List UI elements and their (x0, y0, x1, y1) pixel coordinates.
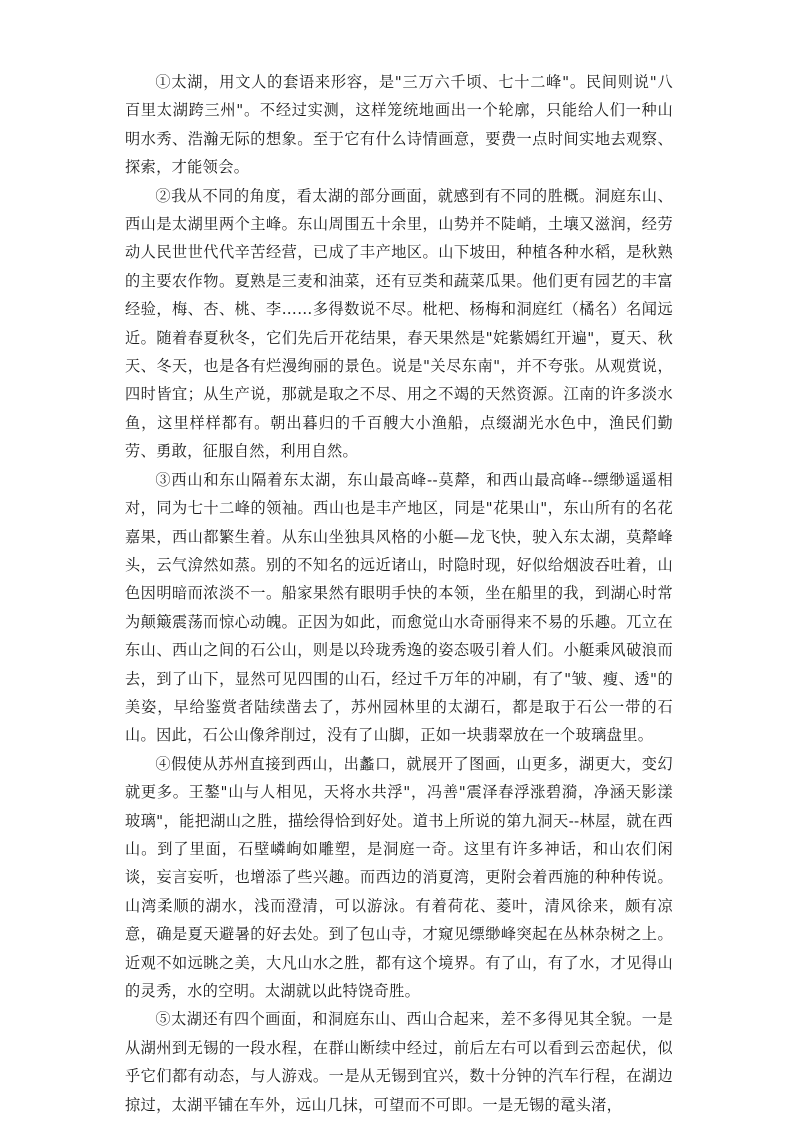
article-body (125, 68, 673, 1119)
paragraph-4: ④假使从苏州直接到西山，出蠡口，就展开了图画，山更多，湖更大，变幻就更多。王鏊"山与人相见，天将水共浮"，冯善"震泽春浮涨碧漪，净涵天影漾玻璃"，能把湖山之胜，描绘得恰到好处。道书上所说的第九洞天--林屋，就在西山。到了里面，石壁嶙峋如雕塑，是洞庭一奇。这里有许多神话，和山农们闲谈，妄言妄听，也增添了些兴趣。而西边的消夏湾，更附会着西施的种种传说。山湾柔顺的湖水，浅而澄清，可以游泳。有着荷花、菱叶，清风徐来，颇有凉意，确是夏天避暑的好去处。到了包山寺，才窥见缥缈峰突起在丛林杂树之上。近观不如远眺之美，大凡山水之胜，都有这个境界。有了山，有了水，才见得山的灵秀，水的空明。太湖就以此特饶奇胜。 (125, 754, 673, 1000)
paragraph-1: ①太湖，用文人的套语来形容，是"三万六千顷、七十二峰"。民间则说"八百里太湖跨三州"。不经过实测，这样笼统地画出一个轮廓，只能给人们一种山明水秀、浩瀚无际的想象。至于它有什么诗情画意，要费一点时间实地去观察、探索，才能领会。 (125, 73, 673, 177)
paragraph-5: ⑤太湖还有四个画面，和洞庭东山、西山合起来，差不多得见其全貌。一是从湖州到无锡的一段水程，在群山断续中经过，前后左右可以看到云峦起伏，似乎它们都有动态，与人游戏。一是从无锡到宜兴，数十分钟的汽车行程，在湖边掠过，太湖平铺在车外，远山几抹，可望而不可即。一是无锡的鼋头渚， (125, 1010, 673, 1114)
paragraph-2: ②我从不同的角度，看太湖的部分画面，就感到有不同的胜概。洞庭东山、西山是太湖里两个主峰。东山周围五十余里，山势并不陡峭，土壤又滋润，经劳动人民世世代代辛苦经营，已成了丰产地区。山下坡田，种植各种水稻，是秋熟的主要农作物。夏熟是三麦和油菜，还有豆类和蔬菜瓜果。他们更有园艺的丰富经验，梅、杏、桃、李……多得数说不尽。枇杷、杨梅和洞庭红（橘名）名闻远近。随着春夏秋冬，它们先后开花结果，春天果然是"姹紫嫣红开遍"，夏天、秋天、冬天，也是各有烂漫绚丽的景色。说是"关尽东南"，并不夸张。从观赏说，四时皆宜；从生产说，那就是取之不尽、用之不竭的天然资源。江南的许多淡水鱼，这里样样都有。朝出暮归的千百艘大小渔船，点缀湖光水色中，渔民们勤劳、勇敢，征服自然，利用自然。 (125, 186, 673, 461)
paragraph-3: ③西山和东山隔着东太湖，东山最高峰--莫犛，和西山最高峰--缥缈遥遥相对，同为七十二峰的领袖。西山也是丰产地区，同是"花果山"，东山所有的名花嘉果，西山都繁生着。从东山坐独具风格的小艇—龙飞快，驶入东太湖，莫犛峰头，云气渰然如蒸。别的不知名的远近诸山，时隐时现，好似给烟波吞吐着，山色因明暗而浓淡不一。船家果然有眼明手快的本领，坐在船里的我，到湖心时常为颠簸震荡而惊心动魄。正因为如此，而愈觉山水奇丽得来不易的乐趣。兀立在东山、西山之间的石公山，则是以玲珑秀逸的姿态吸引着人们。小艇乘风破浪而去，到了山下，显然可见四围的山石，经过千万年的冲刷，有了"皱、瘦、透"的美姿，早给鉴赏者陆续凿去了，苏州园林里的太湖石，都是取于石公一带的石山。因此，石公山像斧削过，没有了山脚，正如一块翡翠放在一个玻璃盘里。 (125, 470, 673, 745)
